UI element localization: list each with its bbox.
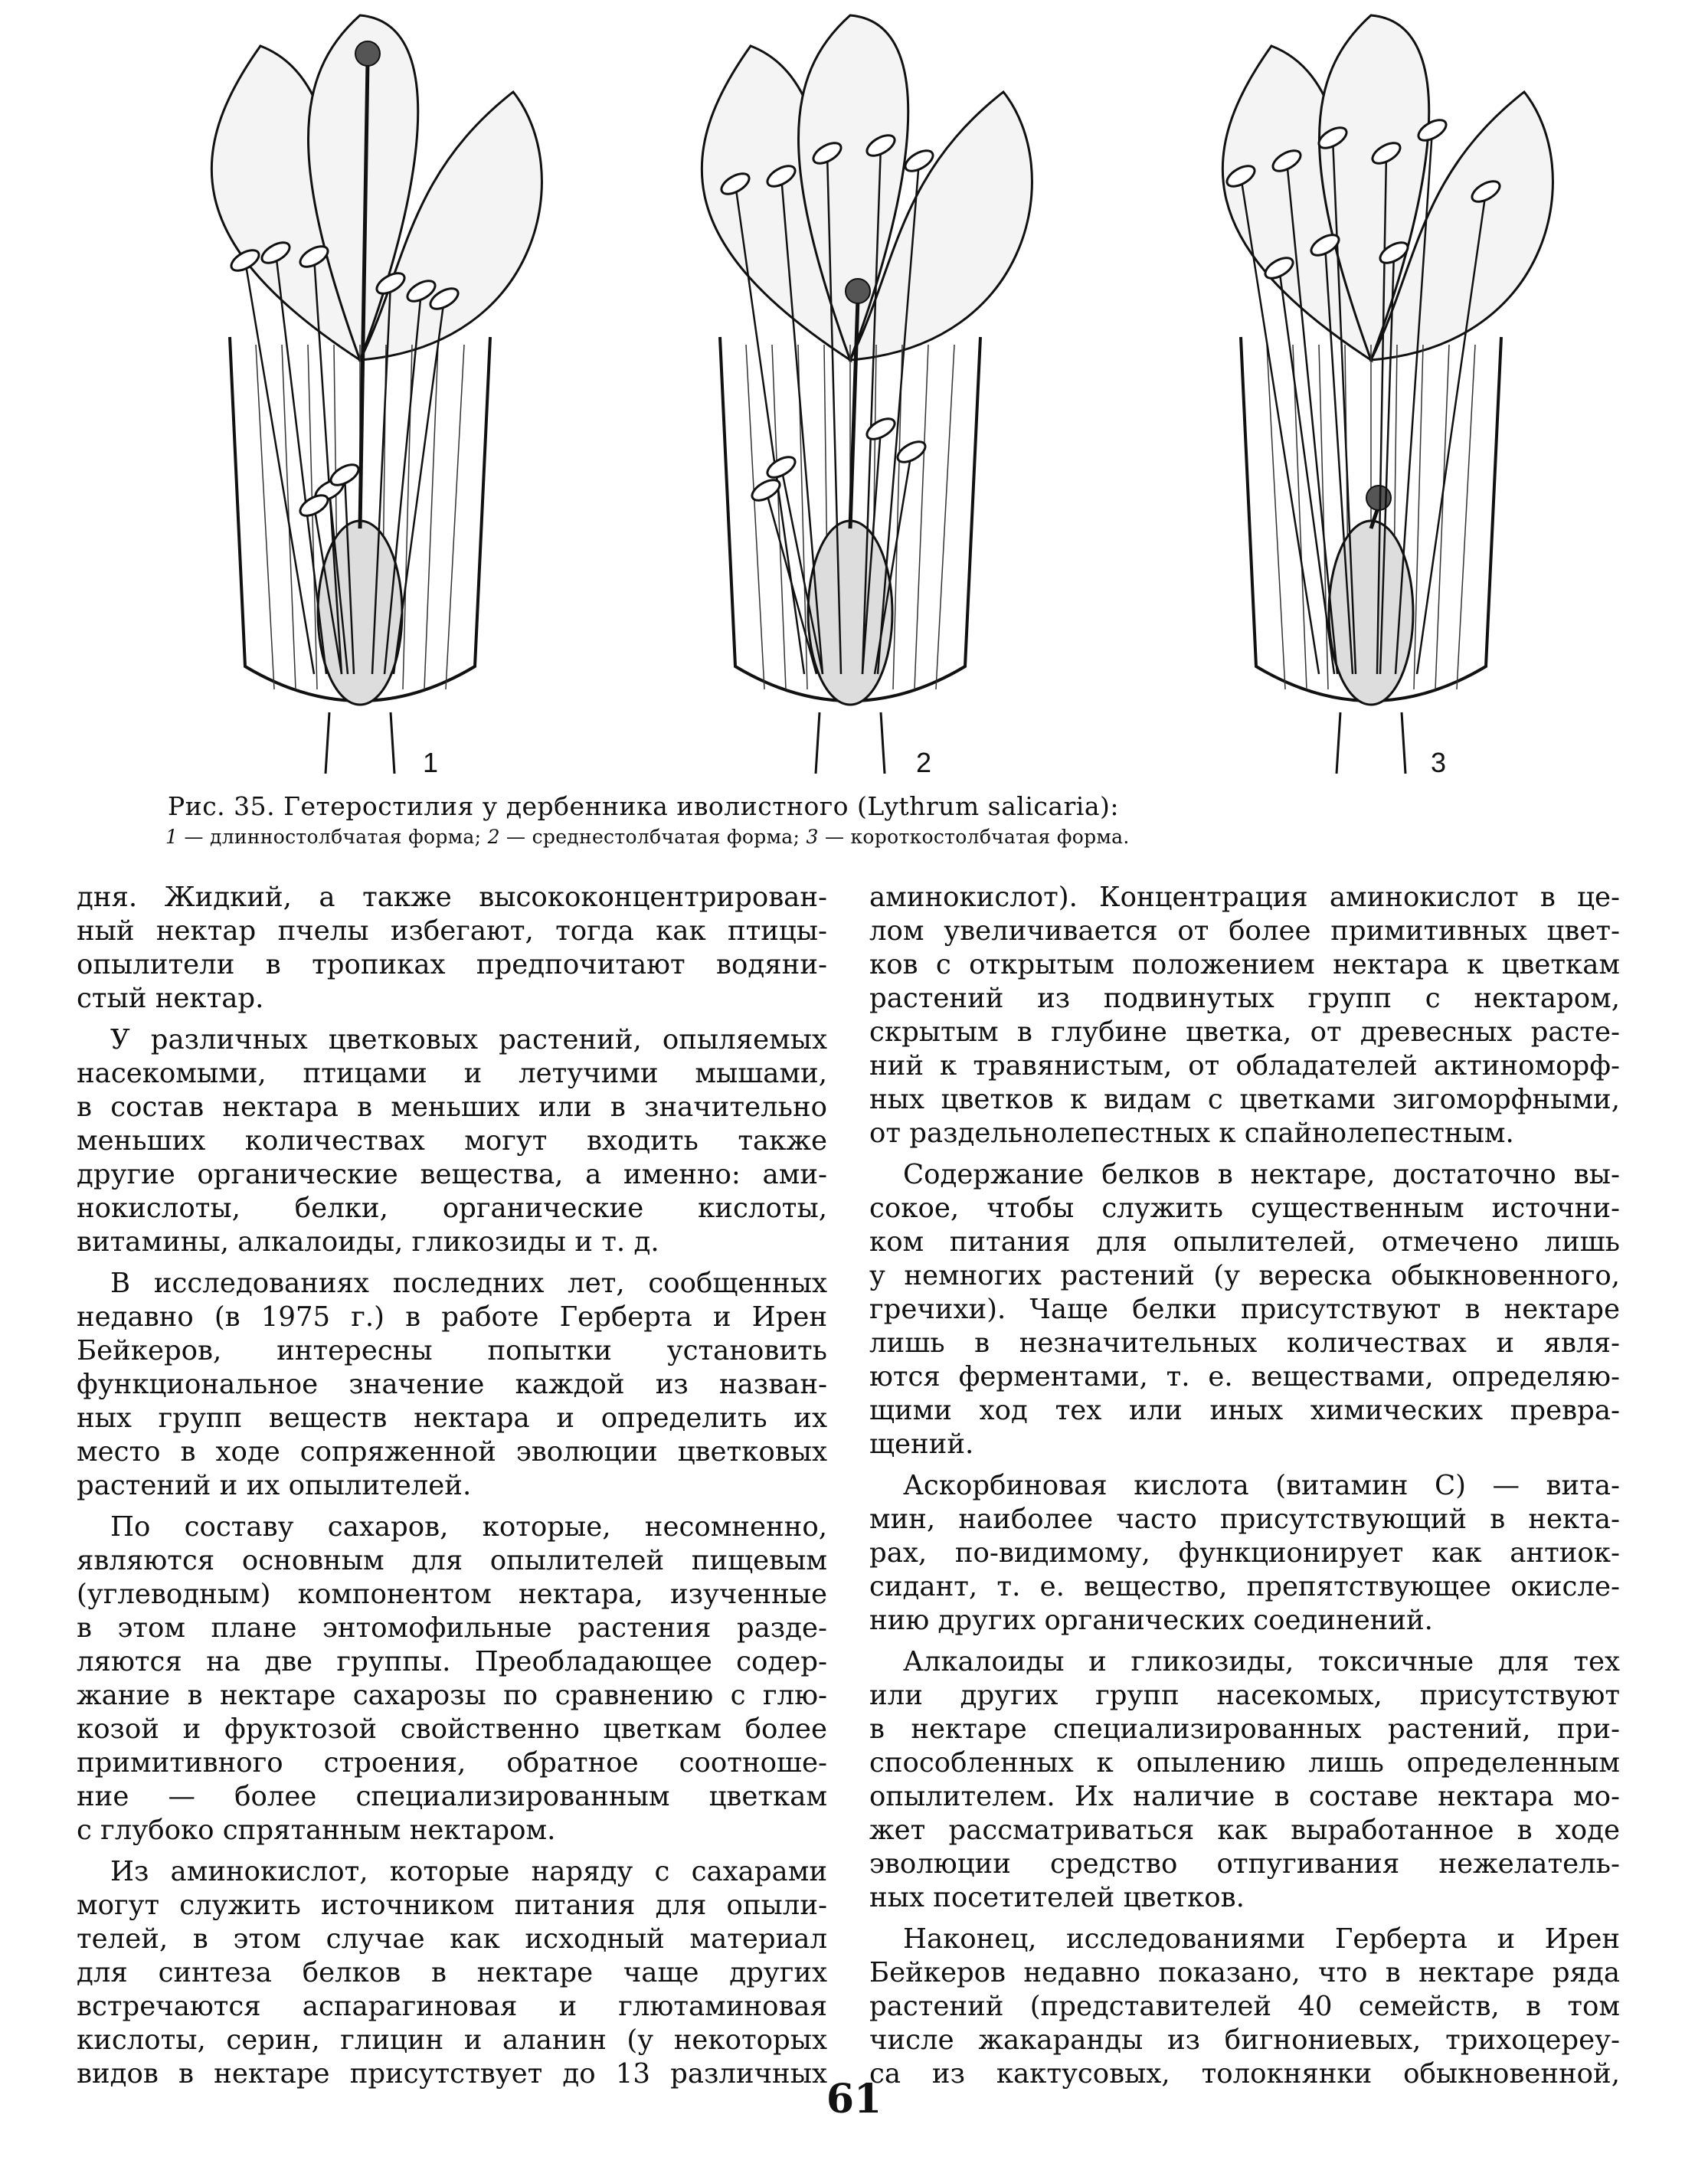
calyx-vein [1435,345,1449,689]
text-line: эволюции средство отпугивания нежелатель- [869,1848,1620,1880]
text-line: встречаются аспарагиновая и глютаминовая [77,1991,827,2022]
text-line: козой и фруктозой свойственно цветкам более [77,1713,827,1745]
text-line: стый нектар. [77,983,264,1014]
text-line: дня. Жидкий, а также высококонцентрирован- [77,882,827,913]
legend-num: 2 [487,826,500,848]
text-line: для синтеза белков в нектаре чаще других [77,1957,827,1988]
text-line: в этом плане энтомофильные растения разде- [77,1612,827,1644]
text-line: кислоты, серин, глицин и аланин (у некоторых [77,2024,827,2056]
anther [297,491,332,519]
paragraph [77,1510,827,1848]
calyx-vein [1319,345,1328,689]
text-line: примитивного строения, обратное соотноше- [77,1747,827,1779]
text-line: Содержание белков в нектаре, достаточно вы- [903,1159,1620,1190]
text-line: в нектаре специализированных растений, при- [869,1713,1620,1745]
legend-num: 3 [806,826,819,848]
text-line: са из кактусовых, толокнянки обыкновенной, [869,2058,1620,2090]
text-line: гречихи). Чаще белки присутствуют в нектаре [869,1294,1620,1325]
figure-label-2: 2 [916,747,932,778]
text-line: видов в нектаре присутствует до 13 различных [77,2058,827,2090]
paragraph [869,1158,1620,1461]
text-line: щими ход тех или иных химических превра- [869,1395,1620,1426]
paragraph [869,1645,1620,1915]
text-line: от раздельнолепестных к спайнолепестным. [869,1118,1514,1149]
text-line: в состав нектара в меньших или в значительно [77,1092,827,1123]
figure-label-1: 1 [423,747,439,778]
stigma [1366,486,1391,510]
figure-caption-title: Рис. 35. Гетеростилия у дербенника иволистного (Lythrum salicaria): [168,791,1120,821]
text-line: опылителем. Их наличие в составе нектара мо- [869,1781,1620,1812]
text-line: Из аминокислот, которые наряду с сахарами [110,1856,827,1887]
anther [764,453,799,481]
text-line: Наконец, исследованиями Герберта и Ирен [903,1923,1620,1955]
text-line: ных цветков к видам с цветками зигоморфными, [869,1084,1620,1115]
text-line: Алкалоиды и гликозиды, токсичные для тех [903,1646,1620,1677]
text-line: сокое, чтобы служить существенным источни- [869,1193,1620,1224]
stigma [355,41,380,66]
legend-text: — длинностолбчатая форма; [178,826,488,848]
figure-heterostyly-illustration [0,0,1708,781]
text-line: с глубоко спрятанным нектаром. [77,1815,556,1846]
text-line: другие органические вещества, а именно: ами- [77,1159,827,1190]
stamen-filament [394,299,444,674]
text-line: Аскорбиновая кислота (витамин С) — вита- [903,1470,1620,1501]
pedicel [816,712,885,774]
page-number: 61 [826,2076,882,2122]
text-line: ются ферментами, т. е. веществами, определяю- [869,1361,1620,1393]
calyx-vein [256,345,274,689]
pedicel [1337,712,1405,774]
text-line: По составу сахаров, которые, несомненно, [110,1511,827,1543]
stigma [846,279,870,303]
text-line: жет рассматриваться как выработанное в ходе [869,1815,1620,1846]
paragraph [869,1469,1620,1638]
text-line: меньших количествах могут входить также [77,1125,827,1157]
text-line: ный нектар пчелы избегают, тогда как птицы- [77,915,827,947]
text-line: сидант, т. е. вещество, препятствующее окисле- [869,1571,1620,1602]
text-line: ком питания для опылителей, отмечено лишь [869,1226,1620,1258]
text-line: ных групп веществ нектара и определить их [77,1402,827,1434]
legend-text: — короткостолбчатая форма. [818,826,1130,848]
text-line: опылители в тропиках предпочитают водяни- [77,949,827,980]
text-line: телей, в этом случае как исходный материал [77,1923,827,1955]
text-column-left [77,881,827,2099]
paragraph [869,881,1620,1150]
paragraph [77,1267,827,1503]
paragraph [77,1023,827,1259]
text-line: или других групп насекомых, присутствуют [869,1680,1620,1711]
ovary [808,521,892,705]
text-line: функциональное значение каждой из назван- [77,1369,827,1400]
figure-label-3: 3 [1431,747,1447,778]
text-line: являются основным для опылителей пищевым [77,1545,827,1576]
calyx-vein [915,345,928,689]
text-line: (углеводным) компонентом нектара, изученные [77,1579,827,1610]
text-line: жание в нектаре сахарозы по сравнению с глю- [77,1680,827,1711]
text-line: аминокислот). Концентрация аминокислот в це- [869,882,1620,913]
paragraph [77,1855,827,2091]
text-line: рах, по-видимому, функционирует как антиок- [869,1537,1620,1569]
text-line: могут служить источником питания для опыли- [77,1890,827,1921]
text-line: лишь в незначительных количествах и явля- [869,1327,1620,1359]
text-line: растений (представителей 40 семейств, в том [869,1991,1620,2022]
text-line: скрытым в глубине цветка, от древесных расте- [869,1016,1620,1048]
calyx-vein [746,345,764,689]
text-line: щений. [869,1429,974,1460]
calyx-vein [446,345,464,689]
text-line: ний к травянистым, от обладателей актиноморф- [869,1050,1620,1082]
text-line: ние — более специализированным цветкам [77,1781,827,1812]
calyx-vein [936,345,954,689]
text-line: насекомыми, птицами и летучими мышами, [77,1058,827,1089]
text-line: недавно (в 1975 г.) в работе Герберта и Ирен [77,1301,827,1333]
text-line: У различных цветковых растений, опыляемых [110,1024,827,1055]
text-column-right [869,881,1620,2099]
text-line: способленных к опылению лишь определенным [869,1747,1620,1779]
text-line: растений и их опылителей. [77,1470,472,1501]
text-line: ков с открытым положением нектара к цветкам [869,949,1620,980]
text-line: числе жакаранды из бигнониевых, трихоцереу- [869,2024,1620,2056]
text-line: у немногих растений (у вереска обыкновенного, [869,1260,1620,1291]
text-line: мин, наиболее часто присутствующий в некта- [869,1504,1620,1535]
legend-text: — среднестолбчатая форма; [499,826,807,848]
text-line: В исследованиях последних лет, сообщенных [110,1268,827,1299]
figure-caption-legend [165,826,1130,848]
paragraph [77,881,827,1016]
text-line: нию других органических соединений. [869,1605,1433,1636]
text-line: ных посетителей цветков. [869,1882,1245,1913]
text-line: ляются на две группы. Преобладающее содер- [77,1646,827,1677]
text-line: Бейкеров недавно показано, что в нектаре ряда [869,1957,1620,1988]
paragraph [869,1923,1620,2091]
text-line: Бейкеров, интересны попытки установить [77,1335,827,1366]
text-line: место в ходе сопряженной эволюции цветковых [77,1436,827,1468]
text-line: растений из подвинутых групп с нектаром, [869,983,1620,1014]
text-line: нокислоты, белки, органические кислоты, [77,1193,827,1224]
pedicel [326,712,394,774]
text-line: витамины, алкалоиды, гликозиды и т. д. [77,1226,659,1258]
calyx-vein [1457,345,1475,689]
stamen-filament [245,260,314,674]
legend-num: 1 [165,826,178,848]
text-line: лом увеличивается от более примитивных цвет- [869,915,1620,947]
